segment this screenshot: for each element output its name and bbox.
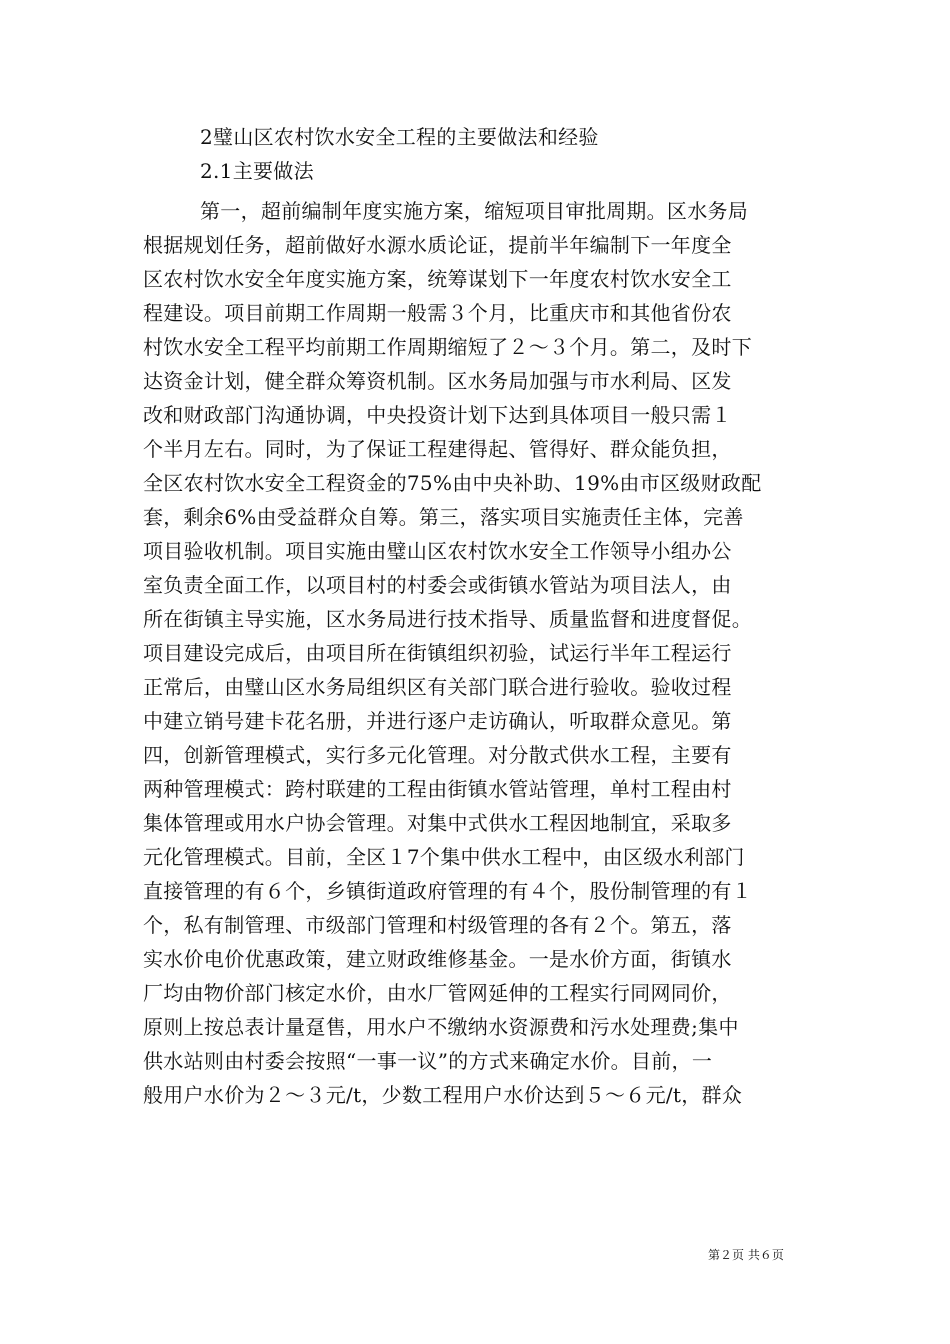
page-number: 第２页 共６页 bbox=[708, 1248, 784, 1262]
paragraph-line: 集体管理或用水户协会管理。对集中式供水工程因地制宜，采取多 bbox=[143, 811, 732, 835]
paragraph-line: 项目验收机制。项目实施由璧山区农村饮水安全工作领导小组办公 bbox=[143, 539, 732, 563]
paragraph-line: 室负责全面工作，以项目村的村委会或街镇水管站为项目法人，由 bbox=[143, 573, 732, 597]
subsection-heading: 2.1主要做法 bbox=[200, 159, 314, 183]
paragraph-line: 村饮水安全工程平均前期工作周期缩短了２～３个月。第二，及时下 bbox=[143, 335, 752, 359]
paragraph-line: 全区农村饮水安全工程资金的75%由中央补助、19%由市区级财政配 bbox=[143, 471, 762, 495]
paragraph-line: 两种管理模式：跨村联建的工程由街镇水管站管理，单村工程由村 bbox=[143, 777, 732, 801]
paragraph-line: 四，创新管理模式，实行多元化管理。对分散式供水工程，主要有 bbox=[143, 743, 732, 767]
paragraph-line: 程建设。项目前期工作周期一般需３个月，比重庆市和其他省份农 bbox=[143, 301, 732, 325]
section-heading: 2璧山区农村饮水安全工程的主要做法和经验 bbox=[200, 125, 599, 149]
paragraph-line: 第一，超前编制年度实施方案，缩短项目审批周期。区水务局 bbox=[200, 199, 749, 223]
paragraph-line: 达资金计划，健全群众筹资机制。区水务局加强与市水利局、区发 bbox=[143, 369, 732, 393]
paragraph-line: 正常后，由璧山区水务局组织区有关部门联合进行验收。验收过程 bbox=[143, 675, 732, 699]
paragraph-line: 元化管理模式。目前，全区１7个集中供水工程中，由区级水利部门 bbox=[143, 845, 745, 869]
paragraph-line: 般用户水价为２～３元/t，少数工程用户水价达到５～６元/t，群众 bbox=[143, 1083, 743, 1107]
paragraph-line: 供水站则由村委会按照“一事一议”的方式来确定水价。目前，一 bbox=[143, 1049, 713, 1073]
paragraph-line: 改和财政部门沟通协调，中央投资计划下达到具体项目一般只需１ bbox=[143, 403, 732, 427]
paragraph-line: 个，私有制管理、市级部门管理和村级管理的各有２个。第五，落 bbox=[143, 913, 732, 937]
paragraph-line: 中建立销号建卡花名册，并进行逐户走访确认，听取群众意见。第 bbox=[143, 709, 732, 733]
paragraph-line: 实水价电价优惠政策，建立财政维修基金。一是水价方面，街镇水 bbox=[143, 947, 732, 971]
paragraph-line: 套，剩余6%由受益群众自筹。第三，落实项目实施责任主体，完善 bbox=[143, 505, 744, 529]
paragraph-line: 直接管理的有６个，乡镇街道政府管理的有４个，股份制管理的有１ bbox=[143, 879, 752, 903]
paragraph-line: 所在街镇主导实施，区水务局进行技术指导、质量监督和进度督促。 bbox=[143, 607, 752, 631]
paragraph-line: 厂均由物价部门核定水价，由水厂管网延伸的工程实行同网同价， bbox=[143, 981, 732, 1005]
paragraph-line: 项目建设完成后，由项目所在街镇组织初验，试运行半年工程运行 bbox=[143, 641, 732, 665]
paragraph-line: 原则上按总表计量趸售，用水户不缴纳水资源费和污水处理费;集中 bbox=[143, 1015, 739, 1039]
paragraph-line: 个半月左右。同时，为了保证工程建得起、管得好、群众能负担， bbox=[143, 437, 732, 461]
paragraph-line: 区农村饮水安全年度实施方案，统筹谋划下一年度农村饮水安全工 bbox=[143, 267, 732, 291]
paragraph-line: 根据规划任务，超前做好水源水质论证，提前半年编制下一年度全 bbox=[143, 233, 732, 257]
